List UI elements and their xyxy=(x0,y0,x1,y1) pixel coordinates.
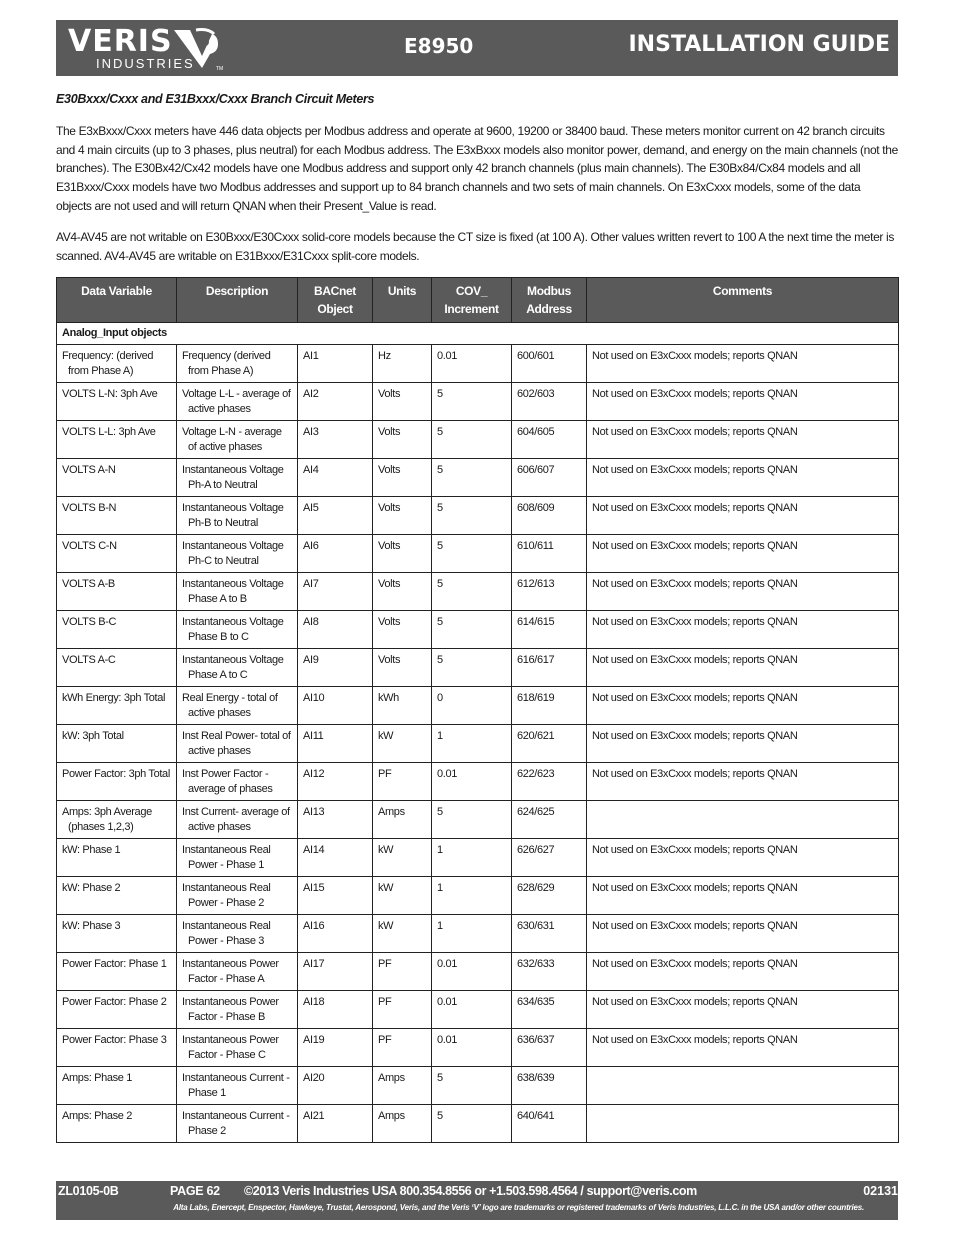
cell-comments: Not used on E3xCxxx models; reports QNAN xyxy=(587,497,899,535)
cell-comments: Not used on E3xCxxx models; reports QNAN xyxy=(587,535,899,573)
cell-cov-increment: 5 xyxy=(432,1105,512,1143)
cell-cov-increment: 5 xyxy=(432,1067,512,1105)
cell-cov-increment: 5 xyxy=(432,535,512,573)
cell-text: Instantaneous Current - Phase 2 xyxy=(182,1110,290,1137)
cell-units: Volts xyxy=(373,421,432,459)
cell-text: Amps: Phase 2 xyxy=(62,1110,133,1122)
cell-modbus-address: 602/603 xyxy=(512,383,587,421)
col-header-description: Description xyxy=(177,278,298,323)
cell-text: Instantaneous Voltage Ph-C to Neutral xyxy=(182,540,284,567)
col-header-bacnet-object: BACnet Object xyxy=(298,278,373,323)
cell-units: Volts xyxy=(373,573,432,611)
cell-data-variable xyxy=(57,497,177,535)
cell-bacnet-object: AI7 xyxy=(298,573,373,611)
cell-units: Hz xyxy=(373,345,432,383)
cell-description xyxy=(177,497,298,535)
table-row xyxy=(57,345,899,383)
data-objects-table xyxy=(56,277,899,1143)
cell-units: PF xyxy=(373,1029,432,1067)
cell-text: kWh Energy: 3ph Total xyxy=(62,692,166,704)
cell-text: Instantaneous Real Power - Phase 3 xyxy=(182,920,271,947)
cell-description xyxy=(177,535,298,573)
cell-modbus-address: 616/617 xyxy=(512,649,587,687)
cell-units: kW xyxy=(373,915,432,953)
cell-bacnet-object: AI11 xyxy=(298,725,373,763)
cell-modbus-address: 606/607 xyxy=(512,459,587,497)
cell-units: kW xyxy=(373,839,432,877)
cell-cov-increment: 5 xyxy=(432,497,512,535)
cell-text: Amps: Phase 1 xyxy=(62,1072,133,1084)
cell-comments: Not used on E3xCxxx models; reports QNAN xyxy=(587,915,899,953)
cell-text: VOLTS A-B xyxy=(62,578,115,590)
cell-description xyxy=(177,1029,298,1067)
veris-v-icon xyxy=(172,26,224,70)
cell-modbus-address: 632/633 xyxy=(512,953,587,991)
cell-data-variable xyxy=(57,1029,177,1067)
cell-description xyxy=(177,649,298,687)
cell-bacnet-object: AI5 xyxy=(298,497,373,535)
cell-units: kW xyxy=(373,725,432,763)
cell-text: Inst Real Power- total of active phases xyxy=(182,730,291,757)
cell-comments: Not used on E3xCxxx models; reports QNAN xyxy=(587,839,899,877)
cell-data-variable xyxy=(57,535,177,573)
cell-units: PF xyxy=(373,953,432,991)
cell-modbus-address: 618/619 xyxy=(512,687,587,725)
cell-modbus-address: 610/611 xyxy=(512,535,587,573)
cell-text: Inst Power Factor - average of phases xyxy=(182,768,273,795)
table-row xyxy=(57,839,899,877)
cell-modbus-address: 628/629 xyxy=(512,877,587,915)
cell-comments: Not used on E3xCxxx models; reports QNAN xyxy=(587,687,899,725)
cell-text: Frequency: (derived from Phase A) xyxy=(62,350,154,377)
table-row xyxy=(57,573,899,611)
cell-cov-increment: 5 xyxy=(432,573,512,611)
cell-data-variable xyxy=(57,839,177,877)
cell-text: Instantaneous Current - Phase 1 xyxy=(182,1072,290,1099)
cell-text: VOLTS C-N xyxy=(62,540,117,552)
cell-bacnet-object: AI15 xyxy=(298,877,373,915)
col-header-units: Units xyxy=(373,278,432,323)
cell-bacnet-object: AI20 xyxy=(298,1067,373,1105)
cell-comments xyxy=(587,801,899,839)
cell-text: Frequency (derived from Phase A) xyxy=(182,350,271,377)
cell-text: VOLTS L-L: 3ph Ave xyxy=(62,426,156,438)
cell-bacnet-object: AI21 xyxy=(298,1105,373,1143)
cell-modbus-address: 622/623 xyxy=(512,763,587,801)
cell-bacnet-object: AI4 xyxy=(298,459,373,497)
cell-bacnet-object: AI3 xyxy=(298,421,373,459)
page-header xyxy=(56,20,898,76)
table-row xyxy=(57,1067,899,1105)
table-row xyxy=(57,1105,899,1143)
cell-text: Power Factor: Phase 2 xyxy=(62,996,167,1008)
cell-units: Volts xyxy=(373,497,432,535)
cell-cov-increment: 1 xyxy=(432,915,512,953)
cell-description xyxy=(177,687,298,725)
cell-cov-increment: 5 xyxy=(432,383,512,421)
cell-cov-increment: 5 xyxy=(432,649,512,687)
logo-wordmark: VERIS xyxy=(68,24,173,59)
cell-text: Instantaneous Real Power - Phase 2 xyxy=(182,882,271,909)
cell-units: PF xyxy=(373,991,432,1029)
cell-modbus-address: 640/641 xyxy=(512,1105,587,1143)
cell-description xyxy=(177,915,298,953)
cell-comments: Not used on E3xCxxx models; reports QNAN xyxy=(587,1029,899,1067)
section-label: Analog_Input objects xyxy=(57,323,899,345)
cell-bacnet-object: AI1 xyxy=(298,345,373,383)
cell-description xyxy=(177,573,298,611)
cell-bacnet-object: AI9 xyxy=(298,649,373,687)
table-row xyxy=(57,421,899,459)
cell-bacnet-object: AI10 xyxy=(298,687,373,725)
section-row xyxy=(57,323,899,345)
cell-text: Instantaneous Voltage Phase B to C xyxy=(182,616,284,643)
copyright-contact: ©2013 Veris Industries USA 800.354.8556 or +1.503.598.4564 / support@veris.com xyxy=(244,1184,697,1198)
cell-modbus-address: 626/627 xyxy=(512,839,587,877)
cell-cov-increment: 0 xyxy=(432,687,512,725)
cell-data-variable xyxy=(57,459,177,497)
cell-bacnet-object: AI17 xyxy=(298,953,373,991)
cell-description xyxy=(177,421,298,459)
cell-description xyxy=(177,1105,298,1143)
cell-description xyxy=(177,877,298,915)
section-title: E30Bxxx/Cxxx and E31Bxxx/Cxxx Branch Circuit Meters xyxy=(56,92,375,106)
cell-data-variable xyxy=(57,953,177,991)
cell-modbus-address: 604/605 xyxy=(512,421,587,459)
col-header-modbus-address: Modbus Address xyxy=(512,278,587,323)
cell-units: Amps xyxy=(373,1067,432,1105)
cell-text: Instantaneous Power Factor - Phase A xyxy=(182,958,279,985)
cell-units: Volts xyxy=(373,383,432,421)
cell-bacnet-object: AI6 xyxy=(298,535,373,573)
col-header-data-variable: Data Variable xyxy=(57,278,177,323)
col-header-comments: Comments xyxy=(587,278,899,323)
col-header-cov-increment: COV_ Increment xyxy=(432,278,512,323)
cell-text: kW: Phase 3 xyxy=(62,920,121,932)
cell-units: Volts xyxy=(373,649,432,687)
cell-data-variable xyxy=(57,573,177,611)
cell-units: PF xyxy=(373,763,432,801)
cell-data-variable xyxy=(57,915,177,953)
cell-cov-increment: 0.01 xyxy=(432,991,512,1029)
cell-comments: Not used on E3xCxxx models; reports QNAN xyxy=(587,991,899,1029)
cell-comments: Not used on E3xCxxx models; reports QNAN xyxy=(587,649,899,687)
cell-text: kW: Phase 2 xyxy=(62,882,121,894)
cell-data-variable xyxy=(57,1105,177,1143)
cell-units: Amps xyxy=(373,1105,432,1143)
cell-comments: Not used on E3xCxxx models; reports QNAN xyxy=(587,345,899,383)
cell-bacnet-object: AI16 xyxy=(298,915,373,953)
cell-bacnet-object: AI12 xyxy=(298,763,373,801)
cell-text: Instantaneous Voltage Phase A to B xyxy=(182,578,284,605)
cell-modbus-address: 630/631 xyxy=(512,915,587,953)
cell-text: Voltage L-N - average of active phases xyxy=(182,426,282,453)
writable-note-paragraph: AV4-AV45 are not writable on E30Bxxx/E30Cxxx solid-core models because the CT size is fixed (at 100 A). Other values written revert to 100 A the next time the meter is scanned. AV4-AV45 are writable on E31Bxxx/E31Cxxx split-core models. xyxy=(56,230,894,263)
cell-description xyxy=(177,725,298,763)
cell-data-variable xyxy=(57,763,177,801)
cell-modbus-address: 634/635 xyxy=(512,991,587,1029)
cell-text: Instantaneous Voltage Ph-B to Neutral xyxy=(182,502,284,529)
cell-data-variable xyxy=(57,649,177,687)
cell-description xyxy=(177,383,298,421)
cell-text: kW: 3ph Total xyxy=(62,730,124,742)
cell-units: Amps xyxy=(373,801,432,839)
cell-text: VOLTS B-N xyxy=(62,502,117,514)
cell-comments: Not used on E3xCxxx models; reports QNAN xyxy=(587,573,899,611)
table-header-row xyxy=(57,278,899,323)
cell-description xyxy=(177,1067,298,1105)
doc-number: ZL0105-0B xyxy=(58,1184,119,1198)
cell-cov-increment: 5 xyxy=(432,459,512,497)
cell-description xyxy=(177,953,298,991)
cell-cov-increment: 5 xyxy=(432,421,512,459)
table-row xyxy=(57,725,899,763)
table-row xyxy=(57,383,899,421)
cell-bacnet-object: AI13 xyxy=(298,801,373,839)
cell-modbus-address: 624/625 xyxy=(512,801,587,839)
cell-units: Volts xyxy=(373,611,432,649)
page-footer xyxy=(56,1181,898,1220)
cell-cov-increment: 0.01 xyxy=(432,763,512,801)
cell-comments: Not used on E3xCxxx models; reports QNAN xyxy=(587,953,899,991)
cell-bacnet-object: AI8 xyxy=(298,611,373,649)
model-number: E8950 xyxy=(404,34,474,58)
cell-units: kW xyxy=(373,877,432,915)
table-row xyxy=(57,649,899,687)
cell-text: VOLTS A-C xyxy=(62,654,116,666)
cell-comments: Not used on E3xCxxx models; reports QNAN xyxy=(587,725,899,763)
cell-description xyxy=(177,991,298,1029)
date-code: 02131 xyxy=(863,1184,898,1198)
cell-text: kW: Phase 1 xyxy=(62,844,121,856)
cell-cov-increment: 1 xyxy=(432,725,512,763)
cell-bacnet-object: AI18 xyxy=(298,991,373,1029)
cell-cov-increment: 5 xyxy=(432,611,512,649)
cell-text: Power Factor: Phase 3 xyxy=(62,1034,167,1046)
cell-cov-increment: 0.01 xyxy=(432,953,512,991)
table-row xyxy=(57,687,899,725)
cell-modbus-address: 612/613 xyxy=(512,573,587,611)
cell-text: Inst Current- average of active phases xyxy=(182,806,290,833)
cell-description xyxy=(177,611,298,649)
table-row xyxy=(57,1029,899,1067)
cell-modbus-address: 638/639 xyxy=(512,1067,587,1105)
cell-data-variable xyxy=(57,877,177,915)
cell-data-variable xyxy=(57,383,177,421)
cell-comments: Not used on E3xCxxx models; reports QNAN xyxy=(587,763,899,801)
cell-text: Power Factor: 3ph Total xyxy=(62,768,170,780)
cell-description xyxy=(177,763,298,801)
cell-units: Volts xyxy=(373,535,432,573)
cell-comments: Not used on E3xCxxx models; reports QNAN xyxy=(587,459,899,497)
cell-description xyxy=(177,345,298,383)
cell-text: Power Factor: Phase 1 xyxy=(62,958,167,970)
cell-modbus-address: 608/609 xyxy=(512,497,587,535)
cell-cov-increment: 1 xyxy=(432,839,512,877)
cell-text: Amps: 3ph Average (phases 1,2,3) xyxy=(62,806,152,833)
cell-text: Instantaneous Real Power - Phase 1 xyxy=(182,844,271,871)
cell-data-variable xyxy=(57,611,177,649)
cell-description xyxy=(177,801,298,839)
cell-bacnet-object: AI19 xyxy=(298,1029,373,1067)
cell-text: VOLTS L-N: 3ph Ave xyxy=(62,388,158,400)
cell-cov-increment: 5 xyxy=(432,801,512,839)
cell-comments: Not used on E3xCxxx models; reports QNAN xyxy=(587,877,899,915)
table-row xyxy=(57,497,899,535)
cell-comments xyxy=(587,1067,899,1105)
table-row xyxy=(57,459,899,497)
cell-text: Instantaneous Power Factor - Phase C xyxy=(182,1034,279,1061)
page-number: PAGE 62 xyxy=(170,1184,220,1198)
cell-data-variable xyxy=(57,687,177,725)
logo-subtitle: INDUSTRIES xyxy=(96,56,195,71)
cell-comments: Not used on E3xCxxx models; reports QNAN xyxy=(587,383,899,421)
intro-paragraph: The E3xBxxx/Cxxx meters have 446 data objects per Modbus address and operate at 9600, 19200 or 38400 baud. These meters monitor current on 42 branch circuits and 4 main circuits (up to 3 phases, plus neutral) for each Modbus address. The E3xBxxx models also monitor power, demand, and energy on the main channels (not the branches). The E30Bx42/Cx42 models have one Modbus address and support only 42 branch channels (plus main channels). The E30Bx84/Cx84 models and all E31Bxxx/Cxxx models have two Modbus addresses and support up to 84 branch channels and two sets of main channels. On E3xCxxx models, some of the data objects are not used and will return QNAN when their Present_Value is read. xyxy=(56,124,898,213)
logo-trademark: TM xyxy=(216,66,224,72)
cell-cov-increment: 0.01 xyxy=(432,345,512,383)
guide-title: INSTALLATION GUIDE xyxy=(628,32,890,57)
cell-text: Instantaneous Voltage Ph-A to Neutral xyxy=(182,464,284,491)
table-row xyxy=(57,611,899,649)
trademark-notice: Alta Labs, Enercept, Enspector, Hawkeye, Trustat, Aerospond, Veris, and the Veris ‘V’ logo are trademarks or registered trademarks of Veris Industries, L.L.C. in the USA and/or other countries. xyxy=(173,1203,864,1212)
table-row xyxy=(57,953,899,991)
cell-data-variable xyxy=(57,725,177,763)
cell-text: Voltage L-L - average of active phases xyxy=(182,388,291,415)
cell-modbus-address: 600/601 xyxy=(512,345,587,383)
cell-modbus-address: 620/621 xyxy=(512,725,587,763)
table-row xyxy=(57,763,899,801)
cell-data-variable xyxy=(57,345,177,383)
table-row xyxy=(57,801,899,839)
table-row xyxy=(57,915,899,953)
cell-comments: Not used on E3xCxxx models; reports QNAN xyxy=(587,421,899,459)
cell-data-variable xyxy=(57,1067,177,1105)
cell-text: VOLTS A-N xyxy=(62,464,116,476)
cell-text: Real Energy - total of active phases xyxy=(182,692,278,719)
table-row xyxy=(57,877,899,915)
cell-text: VOLTS B-C xyxy=(62,616,117,628)
cell-modbus-address: 636/637 xyxy=(512,1029,587,1067)
cell-cov-increment: 0.01 xyxy=(432,1029,512,1067)
cell-text: Instantaneous Voltage Phase A to C xyxy=(182,654,284,681)
cell-comments: Not used on E3xCxxx models; reports QNAN xyxy=(587,611,899,649)
cell-bacnet-object: AI14 xyxy=(298,839,373,877)
cell-units: kWh xyxy=(373,687,432,725)
cell-description xyxy=(177,839,298,877)
cell-data-variable xyxy=(57,801,177,839)
cell-bacnet-object: AI2 xyxy=(298,383,373,421)
cell-text: Instantaneous Power Factor - Phase B xyxy=(182,996,279,1023)
cell-description xyxy=(177,459,298,497)
cell-data-variable xyxy=(57,991,177,1029)
table-row xyxy=(57,991,899,1029)
cell-modbus-address: 614/615 xyxy=(512,611,587,649)
veris-logo xyxy=(66,24,236,72)
table-row xyxy=(57,535,899,573)
cell-comments xyxy=(587,1105,899,1143)
cell-units: Volts xyxy=(373,459,432,497)
cell-cov-increment: 1 xyxy=(432,877,512,915)
cell-data-variable xyxy=(57,421,177,459)
